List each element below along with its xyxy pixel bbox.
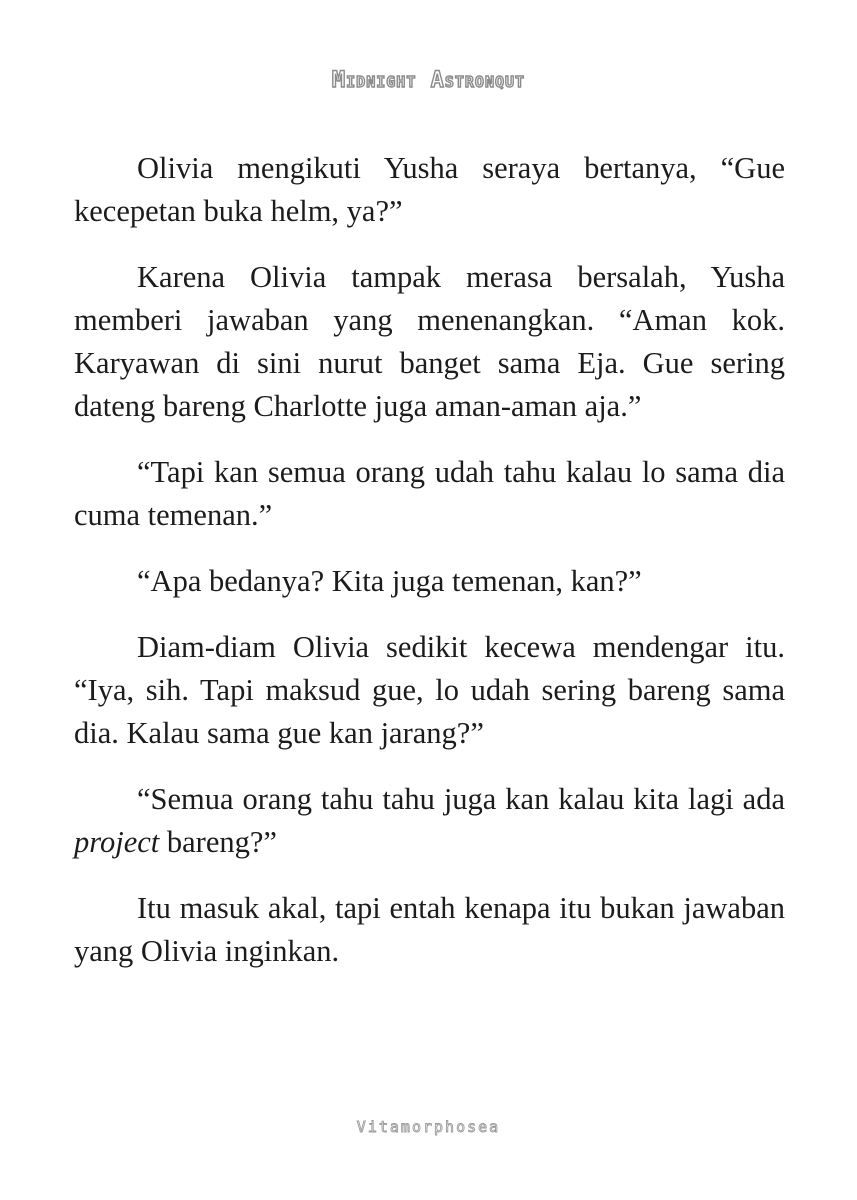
paragraph-1: Olivia mengikuti Yusha seraya bertanya, “Gue kecepetan buka helm, ya?” [74,151,785,228]
paragraph-5: Diam-diam Olivia sedikit kecewa mendengar itu. “Iya, sih. Tapi maksud gue, lo udah sering bareng sama dia. Kalau sama gue kan jarang?” [74,630,785,750]
paragraph-3: “Tapi kan semua orang udah tahu kalau lo sama dia cuma temenan.” [74,455,785,532]
paragraph-4: “Apa bedanya? Kita juga temenan, kan?” [137,564,642,598]
paragraph-6-end: bareng?” [159,825,277,859]
paragraph-7: Itu masuk akal, tapi entah kenapa itu bukan jawaban yang Olivia inginkan. [74,891,785,968]
paragraph-2: Karena Olivia tampak merasa bersalah, Yusha memberi jawaban yang menenangkan. “Aman kok. Karyawan di sini nurut banget sama Eja. Gue sering dateng bareng Charlotte juga aman-aman aja.” [74,260,785,423]
paragraph-6-start: “Semua orang tahu tahu juga kan kalau kita lagi ada [137,782,785,816]
running-footer: Vitamorphosea [356,1118,501,1136]
page-body [74,147,785,996]
running-header: Midnight Astronqut [331,68,526,93]
paragraph-6 [74,778,785,864]
italic-word-project: project [74,825,160,859]
